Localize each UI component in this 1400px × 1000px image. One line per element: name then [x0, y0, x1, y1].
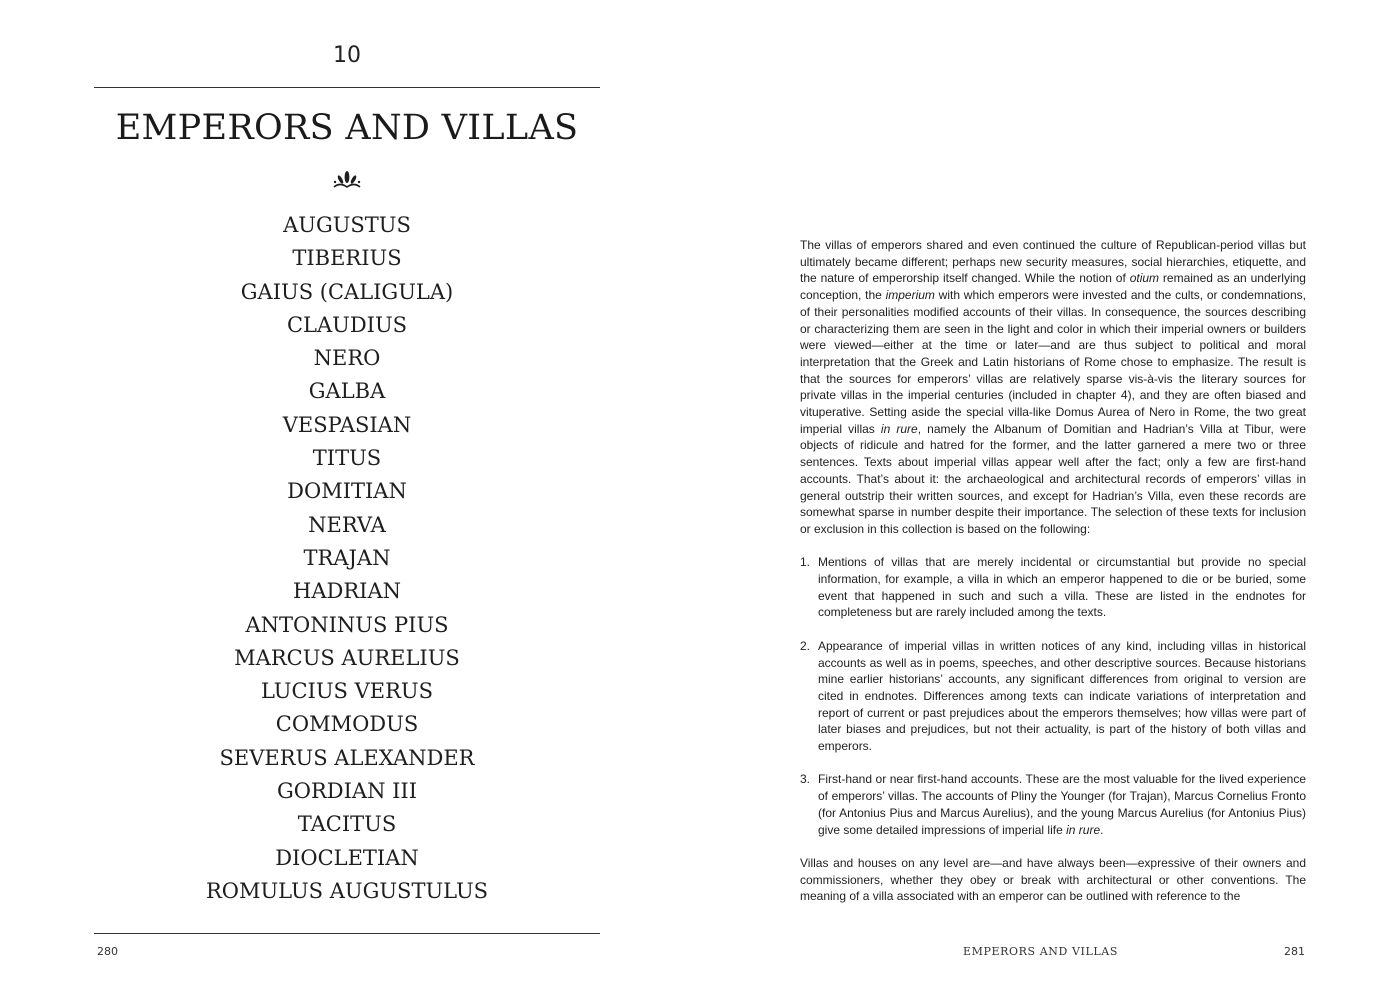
text-run: The villas of emperors shared and even continued the culture of Republican-period villas but ultimately became different; perhaps new security measures, social hierarchies, etiquette, and the nature of emperorship itself changed. While the notion of: [800, 238, 1306, 286]
body-text: [800, 237, 1306, 905]
fleuron-icon: [332, 170, 362, 190]
running-head: EMPERORS AND VILLAS: [962, 945, 1118, 958]
text-run: Villas and houses on any level are—and have always been—expressive of their owners and commissioners, whether they obey or break with architectural or other conventions. The meaning of a villa associated with an emperor can be outlined with reference to the: [800, 855, 1306, 904]
emperor-name: LUCIUS VERUS: [260, 679, 433, 704]
list-item: [800, 771, 1306, 838]
emperor-name: DOMITIAN: [287, 479, 407, 504]
text-run: .: [1100, 822, 1104, 837]
emperor-name: GORDIAN III: [276, 779, 418, 804]
emperor-name: NERO: [313, 346, 381, 371]
list-item: [800, 638, 1306, 755]
emperor-name: MARCUS AURELIUS: [234, 645, 460, 670]
list-item: [800, 554, 1306, 621]
emperor-name: TITUS: [312, 446, 382, 471]
emperor-list: [94, 209, 600, 908]
emperor-name: TACITUS: [297, 812, 397, 837]
list-item-text: [818, 555, 1306, 619]
emperor-name: COMMODUS: [275, 712, 419, 737]
list-item-text: [818, 639, 1306, 753]
emperor-name: ROMULUS AUGUSTULUS: [205, 878, 489, 903]
emperor-name: TIBERIUS: [292, 246, 402, 271]
italic-run: otium: [1129, 271, 1160, 286]
page-number-left: 280: [97, 945, 118, 958]
chapter-number: 10: [333, 43, 361, 68]
emperor-name: SEVERUS ALEXANDER: [219, 745, 475, 770]
intro-paragraph: [800, 237, 1306, 538]
right-page: [700, 0, 1400, 1000]
text-run: First-hand or near first-hand accounts. These are the most valuable for the lived experience of emperors’ villas. The accounts of Pliny the Younger (for Trajan), Marcus Cornelius Fronto (for Antonius Pius and Marcus Aurelius), and the young Marcus Aurelius (for Antonius Pius) give some detailed impressions of imperial life: [818, 772, 1306, 837]
emperor-name: TRAJAN: [303, 545, 391, 570]
top-rule: [94, 87, 600, 88]
text-run: Mentions of villas that are merely incidental or circumstantial but provide no special information, for example, a villa in which an emperor happened to die or be buried, some event that happened in such and such a villa. These are listed in the endnotes for completeness but are rarely included among the texts.: [818, 555, 1306, 620]
closing-paragraph: [800, 855, 1306, 905]
italic-run: in rure: [880, 421, 918, 436]
italic-run: imperium: [885, 288, 935, 303]
italic-run: in rure: [1066, 822, 1101, 837]
emperor-name: GALBA: [308, 379, 386, 404]
text-run: Appearance of imperial villas in written notices of any kind, including villas in historical accounts as well as in poems, speeches, and other descriptive sources. Because historians mine earlier historians’ accounts, any significant differences from original to version are cited in endnotes. Differences among texts can indicate variations of interpretation and report of current or past prejudices about the emperors themselves; how villas were part of later biases and prejudices, but not their actuality, is part of the history of both villas and emperors.: [818, 638, 1306, 754]
list-item-number: 1.: [800, 555, 811, 570]
criteria-list: [800, 554, 1306, 838]
emperor-name: GAIUS (CALIGULA): [240, 279, 454, 304]
list-item-number: 2.: [800, 638, 811, 653]
emperor-name: DIOCLETIAN: [275, 845, 419, 870]
text-run: , namely the Albanum of Domitian and Hadrian’s Villa at Tibur, were objects of ridicule and hatred for the former, and the latter garnered a mere two or three sentences. Texts about imperial villas appear well after the fact; only a few are first-hand accounts. That’s about it: the archaeological and architectural records of emperors’ villas in general outstrip their written sources, and except for Hadrian’s Villa, even these records are somewhat sparse in number despite their importance. The selection of these texts for inclusion or exclusion in this collection is based on the following:: [800, 421, 1306, 536]
emperor-name: VESPASIAN: [282, 412, 412, 437]
emperor-name: NERVA: [308, 512, 386, 537]
text-run: with which emperors were invested and the cults, or condemnations, of their personalities modified accounts of their villas. In consequence, the sources describing or characterizing them are seen in the light and color in which their imperial owners or builders were viewed—either at the time or later—and are thus subject to political and moral interpretation that the Greek and Latin historians of Rome chose to emphasize. The result is that the sources for emperors’ villas are relatively sparse vis-à-vis the literary sources for private villas in the imperial centuries (included in chapter 4), and they are often biased and vituperative. Setting aside the special villa-like Domus Aurea of Nero in Rome, the two great imperial villas: [800, 288, 1306, 436]
emperor-name: CLAUDIUS: [286, 312, 408, 337]
list-item-number: 3.: [800, 772, 811, 787]
emperor-name: AUGUSTUS: [283, 213, 411, 237]
emperor-name: ANTONINUS PIUS: [245, 612, 449, 637]
page-number-right: 281: [1284, 945, 1305, 958]
chapter-title: EMPERORS AND VILLAS: [115, 108, 579, 148]
bottom-rule: [94, 933, 600, 934]
emperor-name: HADRIAN: [293, 579, 401, 604]
text-run: remained as an underlying conception, the: [800, 271, 1306, 303]
list-item-text: [818, 772, 1306, 836]
